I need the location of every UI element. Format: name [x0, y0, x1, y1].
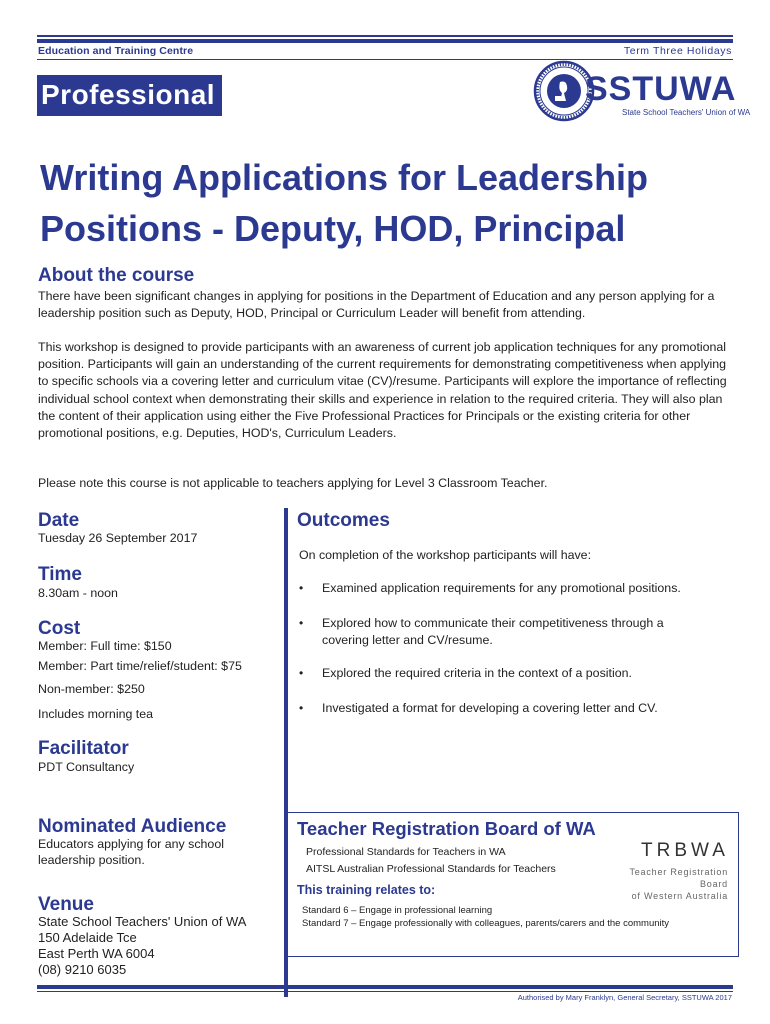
header-rule-thick — [37, 39, 733, 43]
bullet-icon: • — [299, 581, 304, 595]
footer-rule-thin — [37, 991, 733, 992]
outcomes-intro: On completion of the workshop participants will have: — [299, 548, 592, 562]
audience-heading: Nominated Audience — [38, 816, 227, 837]
date-value: Tuesday 26 September 2017 — [38, 531, 198, 545]
cost-heading: Cost — [38, 618, 81, 639]
outcomes-heading: Outcomes — [297, 510, 390, 531]
outcome-item: Explored the required criteria in the context of a position. — [322, 666, 632, 680]
about-heading: About the course — [38, 265, 195, 286]
header-term-label: Term Three Holidays — [623, 45, 732, 57]
date-heading: Date — [38, 510, 80, 531]
trbwa-logo-sub-line: of Western Australia — [631, 891, 728, 901]
cost-line: Non-member: $250 — [38, 682, 145, 696]
page-title-line-2: Positions - Deputy, HOD, Principal — [40, 208, 626, 249]
outcome-item: Explored how to communicate their competitiveness through a — [322, 616, 664, 630]
header-underline — [37, 59, 733, 60]
page-title-line-1: Writing Applications for Leadership — [40, 157, 649, 198]
audience-line-2: leadership position. — [38, 853, 145, 867]
audience-line-1: Educators applying for any school — [38, 837, 224, 851]
bullet-icon: • — [299, 666, 304, 680]
trbwa-logo-sub-line: Teacher Registration Board — [629, 867, 728, 889]
about-paragraph-1: There have been significant changes in applying for positions in the Department of Education and any person applying for a leadership position such as Deputy, HOD, Principal or Curriculum Leader will benefit from attending. — [38, 289, 715, 321]
venue-line: 150 Adelaide Tce — [38, 930, 137, 945]
about-note: Please note this course is not applicable to teachers applying for Level 3 Classroom Teacher. — [38, 476, 548, 490]
trb-relates-line-1: Standard 6 – Engage in professional learning — [302, 905, 493, 916]
trb-standard-1: Professional Standards for Teachers in WA — [306, 846, 506, 858]
venue-heading: Venue — [38, 894, 94, 915]
footer-rule-thick — [37, 985, 733, 989]
cost-line: Member: Full time: $150 — [38, 639, 172, 653]
cost-line: Member: Part time/relief/student: $75 — [38, 659, 242, 673]
professional-badge-text: Professional — [41, 79, 216, 110]
authorisation-note: Authorised by Mary Franklyn, General Secretary, SSTUWA 2017 — [517, 993, 732, 1002]
trb-relates-line-2: Standard 7 – Engage professionally with colleagues, parents/carers and the community — [302, 918, 670, 929]
venue-line: State School Teachers' Union of WA — [38, 914, 247, 929]
venue-line: (08) 9210 6035 — [38, 962, 127, 977]
trb-heading: Teacher Registration Board of WA — [297, 818, 596, 839]
header-centre-label: Education and Training Centre — [38, 45, 194, 57]
trbwa-logo-subtitle — [604, 866, 728, 902]
sstuwa-logo-name: SSTUWA — [585, 70, 737, 108]
time-value: 8.30am - noon — [38, 586, 118, 600]
page-title — [40, 152, 740, 254]
venue-address — [38, 914, 246, 978]
trb-standard-2: AITSL Australian Professional Standards for Teachers — [306, 863, 556, 875]
header-rule-thin — [37, 35, 733, 37]
trbwa-logo: TRBWA — [641, 840, 729, 861]
time-heading: Time — [38, 564, 83, 585]
cost-line: Includes morning tea — [38, 707, 154, 721]
outcome-item: Examined application requirements for any promotional positions. — [322, 581, 681, 595]
facilitator-heading: Facilitator — [38, 738, 129, 759]
sstuwa-logo-subtitle: State School Teachers' Union of WA — [622, 108, 751, 117]
outcome-item-continued: covering letter and CV/resume. — [322, 633, 493, 647]
venue-line: East Perth WA 6004 — [38, 946, 155, 961]
trb-relates-heading: This training relates to: — [297, 883, 436, 897]
bullet-icon: • — [299, 616, 304, 630]
bullet-icon: • — [299, 701, 304, 715]
facilitator-value: PDT Consultancy — [38, 760, 135, 774]
about-paragraph-2: This workshop is designed to provide participants with an awareness of current job application techniques for any promotional position. Participants will gain an understanding of the current requirements for demonstrating competitiveness when applying to specific schools via a covering letter and curriculum vitae (CV)/resume. Participants will explore the importance of reflecting individual school context when demonstrating their skills and experience in relation to the required criteria. They will also plan the content of their application using either the Five Professional Practices for Principals or the existing criteria for other promotional positions, e.g. Deputies, HOD's, Curriculum Leaders. — [38, 340, 727, 441]
outcome-item: Investigated a format for developing a covering letter and CV. — [322, 701, 658, 715]
